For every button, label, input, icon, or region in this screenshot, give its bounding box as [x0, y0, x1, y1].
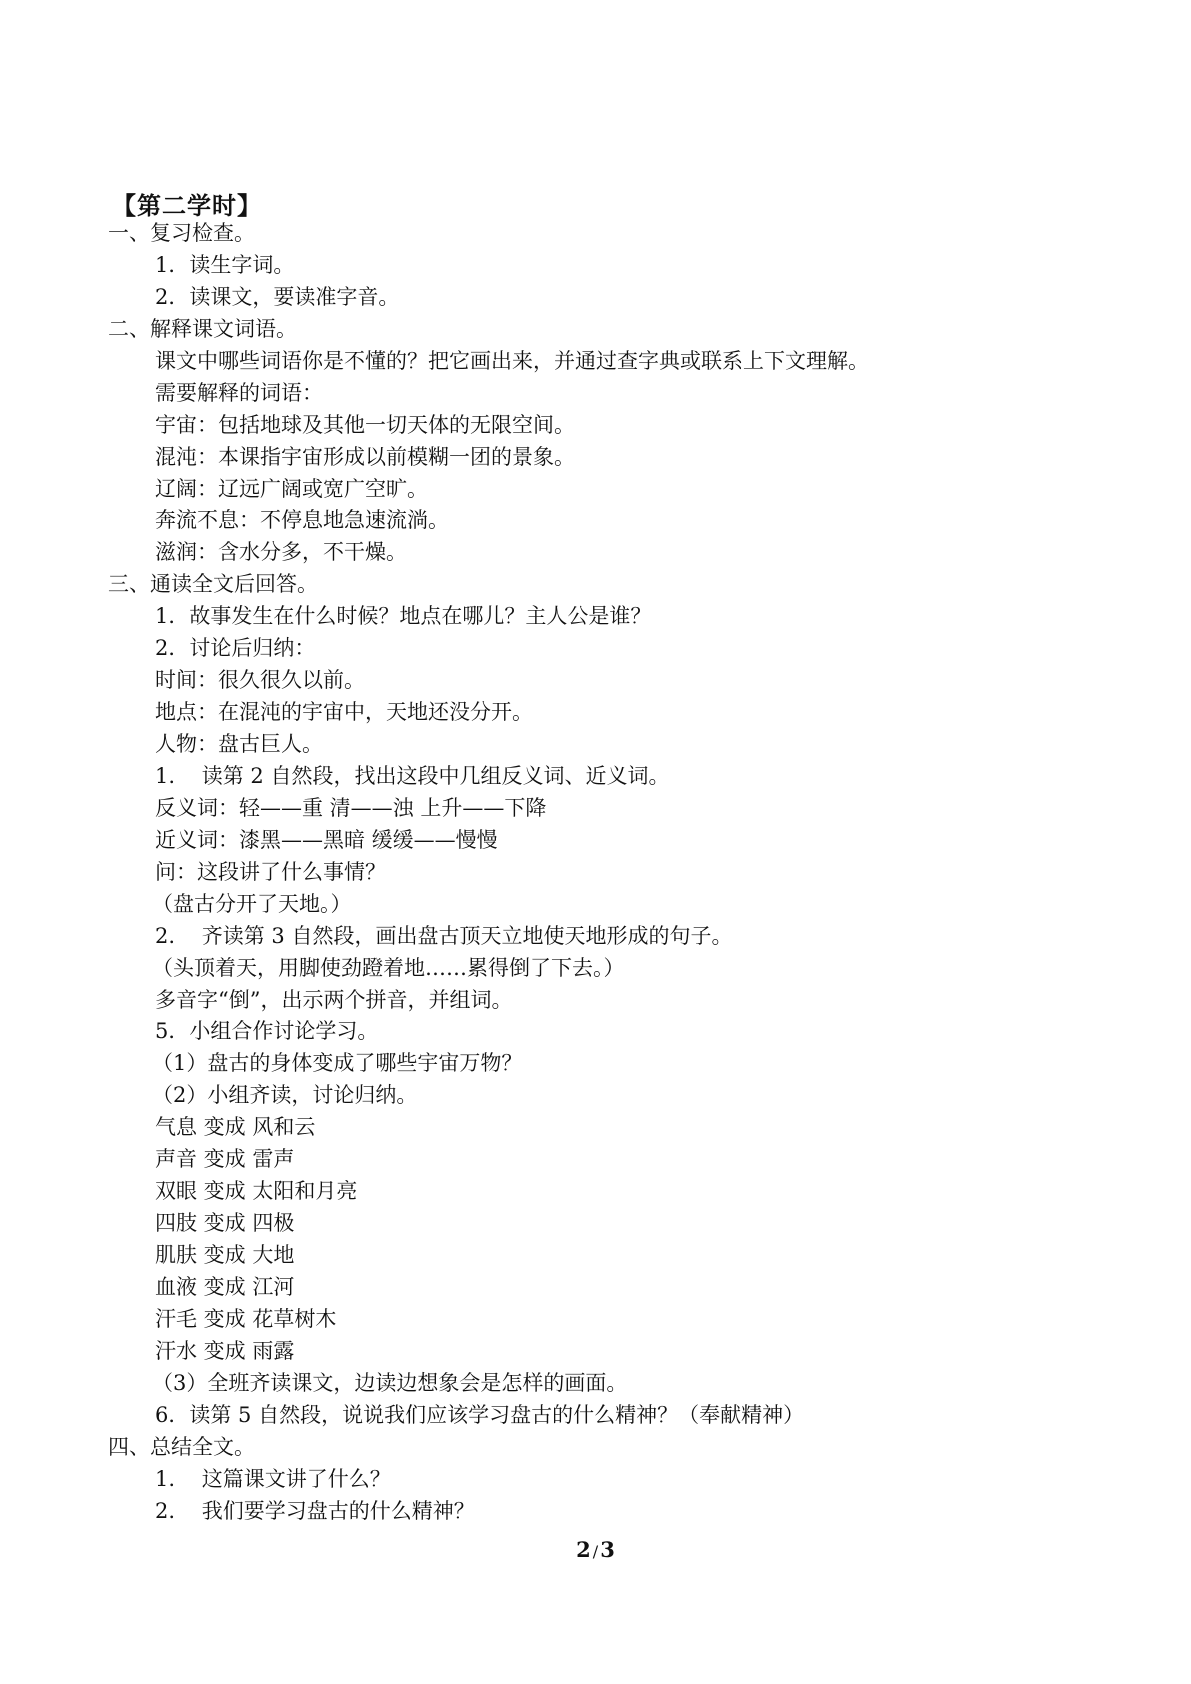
text-line: 肌肤 变成 大地	[155, 1243, 295, 1267]
text-line: 需要解释的词语：	[155, 380, 323, 405]
text-line: 6．读第 5 自然段，说说我们应该学习盘古的什么精神？（奉献精神）	[155, 1402, 805, 1427]
text-line: 地点：在混沌的宇宙中，天地还没分开。	[155, 700, 533, 725]
current-page: 2	[576, 1537, 591, 1562]
text-line: （头顶着天，用脚使劲蹬着地……累得倒了下去。）	[152, 955, 625, 980]
section-title: 四、总结全文。	[108, 1434, 255, 1459]
section-title: 三、通读全文后回答。	[108, 572, 318, 597]
text-line: 滋润：含水分多，不干燥。	[155, 540, 407, 565]
text-line: （盘古分开了天地。）	[152, 891, 352, 916]
text-line: （3）全班齐读课文，边读边想象会是怎样的画面。	[152, 1370, 628, 1395]
text-line: （2）小组齐读，讨论归纳。	[152, 1083, 418, 1108]
text-line: 1. 这篇课文讲了什么？	[155, 1466, 391, 1491]
text-line: 1. 读第 2 自然段，找出这段中几组反义词、近义词。	[155, 763, 670, 788]
text-line: 声音 变成 雷声	[155, 1147, 295, 1172]
text-line: 1．读生字词。	[155, 252, 295, 277]
text-line: 2. 我们要学习盘古的什么精神？	[155, 1498, 475, 1523]
text-line: 辽阔：辽远广阔或宽广空旷。	[155, 476, 428, 501]
text-line: 汗水 变成 雨露	[155, 1338, 295, 1363]
text-line: 问：这段讲了什么事情？	[155, 859, 386, 884]
text-line: 2. 齐读第 3 自然段，画出盘古顶天立地使天地形成的句子。	[155, 923, 733, 948]
text-line: 2．读课文，要读准字音。	[155, 284, 400, 309]
text-line: 双眼 变成 太阳和月亮	[155, 1179, 358, 1204]
text-line: 人物：盘古巨人。	[155, 732, 323, 756]
section-title: 二、解释课文词语。	[108, 316, 297, 341]
text-line: 四肢 变成 四极	[155, 1211, 295, 1236]
section-title: 一、复习检查。	[108, 221, 255, 245]
text-line: 血液 变成 江河	[155, 1274, 295, 1299]
text-line: 近义词：漆黑——黑暗 缓缓——慢慢	[155, 827, 498, 852]
text-line: 反义词：轻——重 清——浊 上升——下降	[155, 795, 547, 820]
lesson-body	[0, 218, 1191, 1527]
text-line: 气息 变成 风和云	[155, 1115, 316, 1140]
section-heading: 【第二学时】	[112, 192, 262, 220]
text-line: 多音字“倒”，出示两个拼音，并组词。	[155, 987, 513, 1012]
text-line: （1）盘古的身体变成了哪些宇宙万物？	[152, 1051, 523, 1076]
text-line: 混沌：本课指宇宙形成以前模糊一团的景象。	[155, 444, 575, 469]
text-line: 宇宙：包括地球及其他一切天体的无限空间。	[155, 412, 575, 437]
text-line: 1．故事发生在什么时候？地点在哪儿？主人公是谁？	[155, 604, 652, 629]
text-line: 时间：很久很久以前。	[155, 668, 365, 693]
text-line: 汗毛 变成 花草树木	[155, 1306, 337, 1331]
total-pages: 3	[600, 1537, 615, 1562]
text-line: 课文中哪些词语你是不懂的？把它画出来，并通过查字典或联系上下文理解。	[155, 348, 869, 373]
page-separator: /	[592, 1542, 599, 1561]
text-line: 2．讨论后归纳：	[155, 636, 316, 661]
text-line: 5．小组合作讨论学习。	[155, 1019, 379, 1044]
text-line: 奔流不息：不停息地急速流淌。	[155, 508, 449, 533]
page-number	[0, 1537, 1191, 1562]
